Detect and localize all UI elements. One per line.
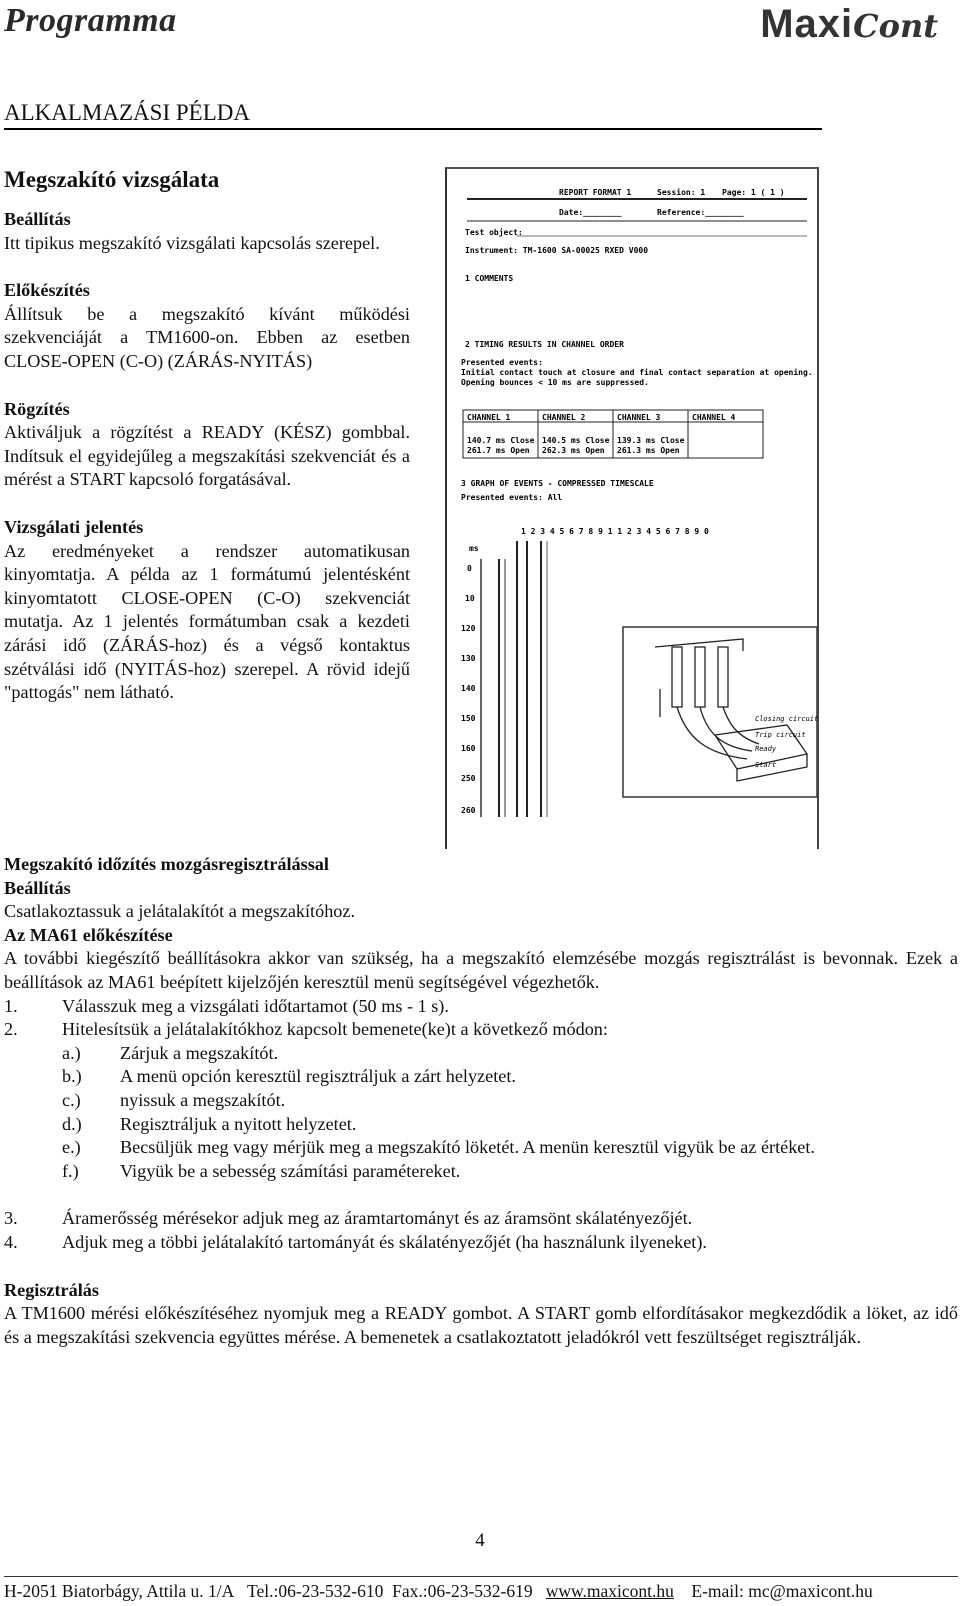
sublist-num: e.)	[62, 1137, 81, 1158]
sublist-num: c.)	[62, 1089, 81, 1110]
left-column	[4, 166, 410, 705]
sublist-num: f.)	[62, 1160, 79, 1181]
channel-open-time: 262.3 ms Open	[542, 446, 605, 455]
channel-label: CHANNEL 2	[542, 413, 586, 422]
registration-title: Regisztrálás	[4, 1279, 99, 1300]
sublist-text: Becsüljük meg vagy mérjük meg a megszakító löketét. A menün keresztül vigyük be az értéket.	[120, 1137, 815, 1158]
list-text: Válasszuk meg a vizsgálati időtartamot (50 ms - 1 s).	[62, 995, 449, 1016]
footer-address: H-2051 Biatorbágy, Attila u. 1/A	[4, 1581, 235, 1601]
sublist-num: a.)	[62, 1042, 81, 1063]
footer-phone: Tel.:06-23-532-610	[247, 1581, 384, 1601]
footer-website-link[interactable]: www.maxicont.hu	[545, 1581, 674, 1601]
channel-label: CHANNEL 4	[692, 413, 736, 422]
graph-title: 3 GRAPH OF EVENTS - COMPRESSED TIMESCALE	[461, 479, 654, 488]
time-tick: 120	[461, 624, 476, 633]
list-item	[4, 1018, 958, 1042]
list-item	[4, 1231, 958, 1255]
motion-recording-section	[4, 853, 958, 1349]
time-tick: 140	[461, 684, 476, 693]
company-logo	[760, 0, 938, 47]
channel-label: CHANNEL 3	[617, 413, 661, 422]
test-report-image	[445, 167, 819, 849]
sublist-item	[4, 1065, 958, 1089]
page-number: 4	[475, 1530, 485, 1551]
sublist-text: Zárjuk a megszakítót.	[120, 1042, 279, 1063]
prep-text: A további kiegészítő beállításokra akkor van szükség, ha a megszakító elemzésébe mozgás regisztrálást is bevonnak. Ezek a beállítások az MA61 beépített kijelzőjén keresztül menü segítségével végezhetők.	[4, 948, 958, 992]
setup-text: Csatlakoztassuk a jelátalakítót a megszakítóhoz.	[4, 901, 356, 922]
report-page-text: Page: 1 ( 1 )	[722, 188, 785, 197]
sublist-item	[4, 1160, 958, 1184]
graph-ms-label: ms	[469, 544, 479, 553]
report-instrument: Instrument: TM-1600 SA-00025 RXED V000	[465, 246, 649, 255]
list-text: Adjuk meg a többi jelátalakító tartományát és skálatényezőjét (ha használunk ilyeneket).	[62, 1231, 707, 1252]
block-title: Előkészítés	[4, 280, 90, 301]
list-num: 4.	[4, 1231, 18, 1252]
report-initial: Initial contact touch at closure and final contact separation at opening.	[461, 368, 813, 377]
footer-divider	[4, 1576, 958, 1577]
channel-close-time: 140.5 ms Close	[542, 436, 610, 445]
legend-trip: Trip circuit	[755, 731, 806, 739]
sublist-text: nyissuk a megszakítót.	[120, 1089, 286, 1110]
header-section-title: Programma	[4, 2, 177, 39]
sublist-item	[4, 1136, 958, 1160]
block-text: Az eredményeket a rendszer automatikusan kinyomtatja. A példa az 1 formátumú jelentésként kinyomtatott CLOSE-OPEN (C-O) szekvenciát mutatja. Az 1 jelentés formátumban csak a kezdeti zárási idő (ZÁRÁS-hoz) és a végső kontaktus szétválási idő (NYITÁS-hoz) szerepel. A rövid idejű "pattogás" nem látható.	[4, 540, 410, 703]
channel-close-time: 140.7 ms Close	[467, 436, 535, 445]
time-tick: 10	[465, 594, 475, 603]
logo-maxi: Maxi	[760, 2, 854, 46]
channel-close-time: 139.3 ms Close	[617, 436, 685, 445]
setup-inset	[623, 627, 817, 797]
sublist-text: Regisztráljuk a nyitott helyzetet.	[120, 1113, 357, 1134]
sublist-item	[4, 1113, 958, 1137]
report-bounces: Opening bounces < 10 ms are suppressed.	[461, 378, 649, 387]
block-title: Beállítás	[4, 209, 71, 229]
list-text: Hitelesítsük a jelátalakítókhoz kapcsolt bemenete(ke)t a következő módon:	[62, 1019, 608, 1040]
report-date-text: Date:________	[559, 208, 622, 217]
list-item	[4, 995, 958, 1019]
report-presented: Presented events:	[461, 358, 543, 367]
block-text: Állítsuk be a megszakító kívánt működési szekvenciáját a TM1600-on. Ebben az esetben CLOSE-OPEN (C-O) (ZÁRÁS-NYITÁS)	[4, 303, 410, 371]
list-text: Áramerősség mérésekor adjuk meg az áramtartományt és az áramsönt skálatényezőjét.	[62, 1208, 693, 1229]
prep-title: Az MA61 előkészítése	[4, 924, 173, 945]
report-drawing	[447, 169, 817, 849]
time-tick: 260	[461, 806, 476, 815]
setup-title: Beállítás	[4, 877, 71, 898]
time-tick: 0	[467, 564, 472, 573]
sublist-item	[4, 1089, 958, 1113]
report-reference-text: Reference:________	[657, 208, 744, 217]
channel-open-time: 261.7 ms Open	[467, 446, 530, 455]
logo-cont: Cont	[853, 7, 938, 45]
report-timing-heading: 2 TIMING RESULTS IN CHANNEL ORDER	[465, 340, 624, 349]
list-num: 1.	[4, 995, 18, 1016]
section-title: ALKALMAZÁSI PÉLDA	[4, 100, 822, 130]
sublist-text: A menü opción keresztül regisztráljuk a zárt helyzetet.	[120, 1066, 516, 1087]
sublist-item	[4, 1042, 958, 1066]
time-tick: 160	[461, 744, 476, 753]
report-format-text: REPORT FORMAT 1	[559, 188, 632, 197]
channel-label: CHANNEL 1	[467, 413, 511, 422]
footer	[4, 1580, 958, 1602]
time-tick: 250	[461, 774, 476, 783]
block-text: Itt tipikus megszakító vizsgálati kapcsolás szerepel.	[4, 232, 380, 253]
graph-events: Presented events: All	[461, 493, 563, 502]
report-comments: 1 COMMENTS	[465, 274, 514, 283]
list-num: 3.	[4, 1208, 18, 1229]
channel-open-time: 261.3 ms Open	[617, 446, 680, 455]
report-session-text: Session: 1	[657, 188, 706, 197]
block-text: Aktiváljuk a rögzítést a READY (KÉSZ) gombbal. Indítsuk el egyidejűleg a megszakítási szekvenciát és a mérést a START kapcsoló forgatásával.	[4, 422, 410, 490]
footer-fax: Fax.:06-23-532-619	[392, 1581, 533, 1601]
legend-ready: Ready	[755, 745, 777, 753]
time-tick: 150	[461, 714, 476, 723]
time-ticks	[461, 564, 476, 815]
time-tick: 130	[461, 654, 476, 663]
footer-email[interactable]: E-mail: mc@maxicont.hu	[691, 1581, 873, 1601]
list-item	[4, 1207, 958, 1231]
legend-closing: Closing circuit	[755, 715, 817, 723]
registration-text: A TM1600 mérési előkészítéséhez nyomjuk meg a READY gombot. A START gomb elfordításakor megkezdődik a löket, az idő és a megszakítási szekvencia együttes mérése. A bemenetek a csatlakoztatott jeladókról vett feszültséget regisztrálják.	[4, 1303, 958, 1347]
sublist-num: d.)	[62, 1113, 82, 1134]
report-test-object: Test object:	[465, 228, 523, 237]
list-num: 2.	[4, 1019, 18, 1040]
sublist-num: b.)	[62, 1066, 82, 1087]
block-title: Rögzítés	[4, 398, 70, 419]
block-title: Vizsgálati jelentés	[4, 516, 144, 537]
sublist-text: Vigyük be a sebesség számítási paramétereket.	[120, 1160, 461, 1181]
legend-start: Start	[755, 761, 777, 769]
event-numbers: 1 2 3 4 5 6 7 8 9 1 1 2 3 4 5 6 7 8 9 0	[521, 527, 709, 536]
left-heading: Megszakító vizsgálata	[4, 167, 220, 192]
motion-heading: Megszakító időzítés mozgásregisztrálással	[4, 854, 329, 874]
